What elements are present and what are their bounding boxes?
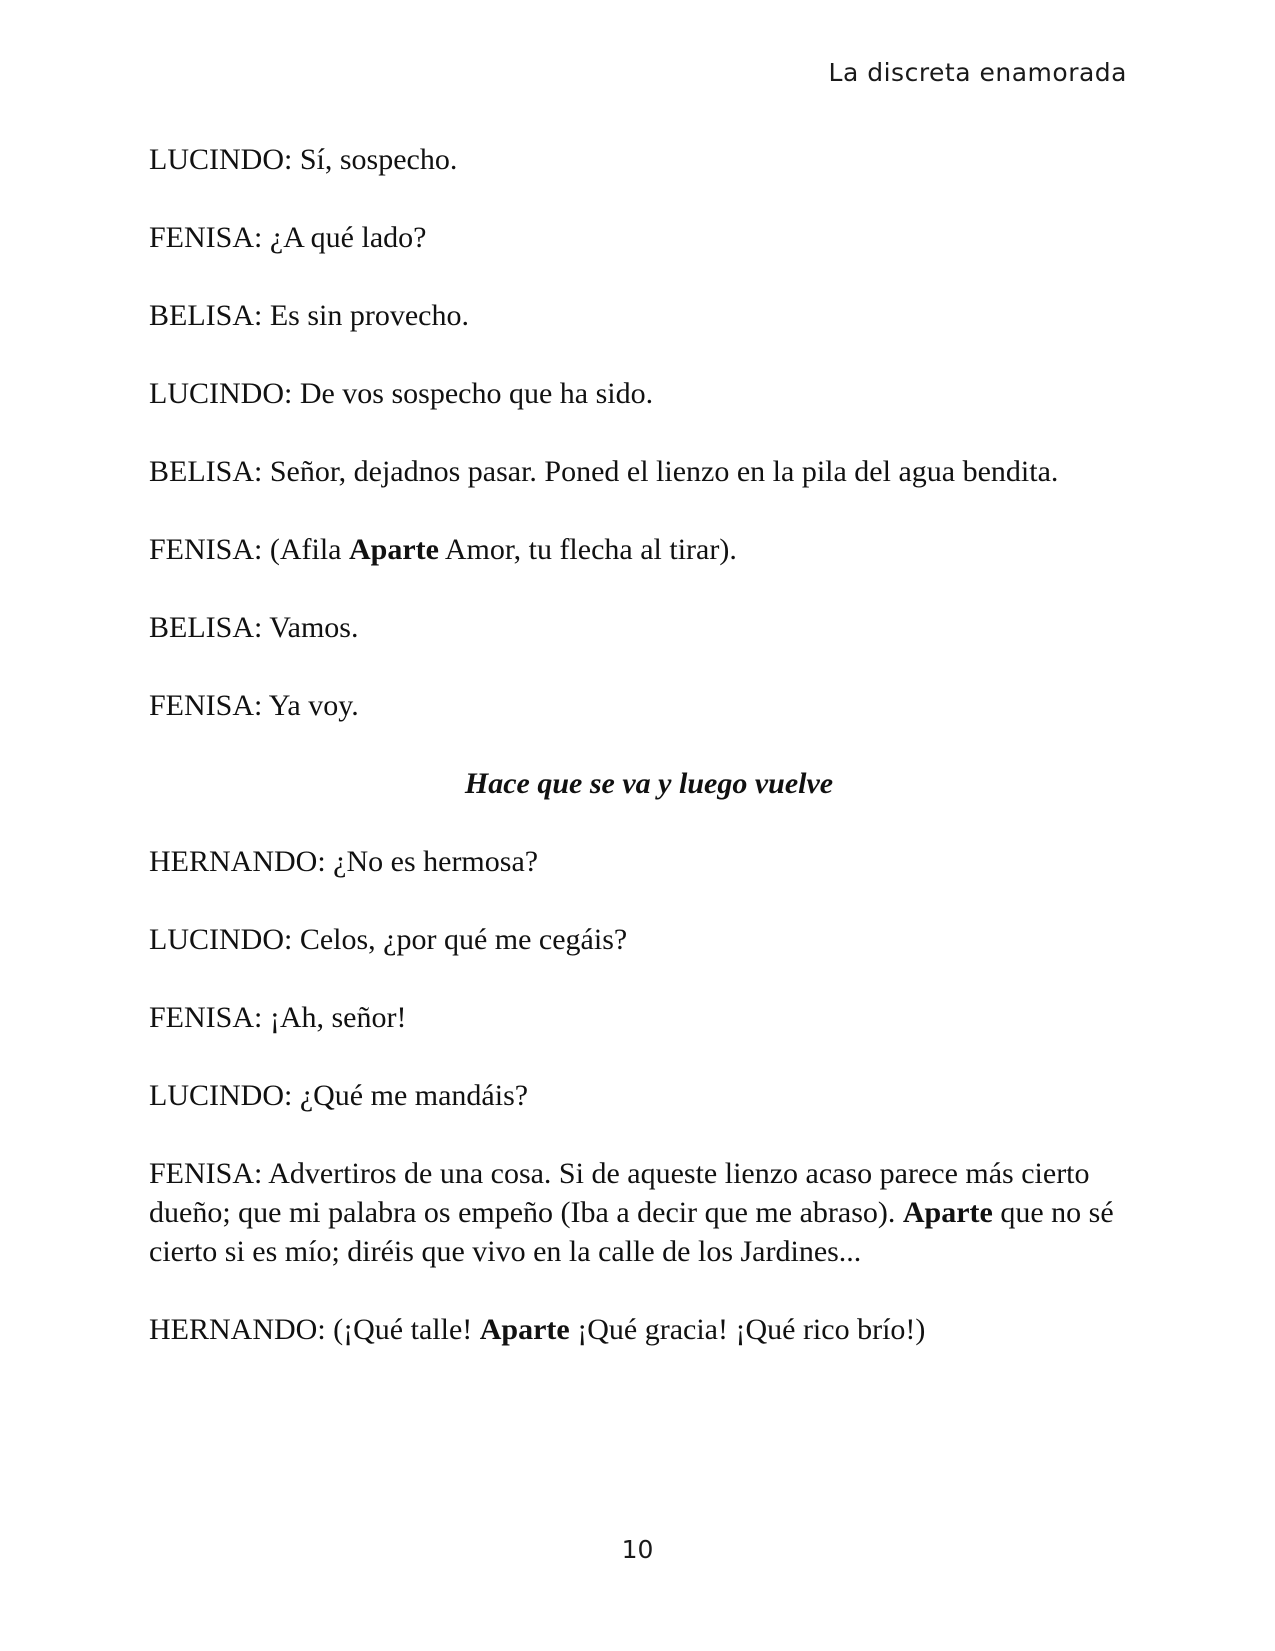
dialogue-line: HERNANDO: ¿No es hermosa? [149,845,539,878]
play-text [149,140,1129,1388]
dialogue-line [149,1154,1129,1271]
dialogue-line: BELISA: Señor, dejadnos pasar. Poned el lienzo en la pila del agua bendita. [149,455,1059,488]
dialogue-text: HERNANDO: (¡Qué talle! [149,1313,480,1346]
aside-marker: Aparte [348,533,439,566]
page-number: 10 [621,1535,654,1564]
dialogue-text: FENISA: Advertiros de una cosa. Si de aqueste lienzo acaso parece más cierto dueño; que mi palabra os empeño (Iba a decir que me abraso). [149,1157,1090,1229]
dialogue-line [149,1310,1129,1349]
dialogue-line: LUCINDO: Celos, ¿por qué me cegáis? [149,923,628,956]
dialogue-line: LUCINDO: ¿Qué me mandáis? [149,1079,529,1112]
dialogue-text: FENISA: (Afila [149,533,349,566]
dialogue-line: BELISA: Es sin provecho. [149,299,469,332]
stage-direction: Hace que se va y luego vuelve [464,767,834,800]
dialogue-line: FENISA: Ya voy. [149,689,359,722]
dialogue-line: FENISA: ¿A qué lado? [149,221,427,254]
dialogue-text: que no sé cierto si es mío; diréis que vivo en la calle de los Jardines... [149,1196,1114,1268]
dialogue-line: FENISA: ¡Ah, señor! [149,1001,407,1034]
running-header: La discreta enamorada [828,58,1127,87]
aside-marker: Aparte [902,1196,993,1229]
dialogue-line: LUCINDO: De vos sospecho que ha sido. [149,377,654,410]
dialogue-line: BELISA: Vamos. [149,611,359,644]
dialogue-text: ¡Qué gracia! ¡Qué rico brío!) [569,1313,926,1346]
dialogue-text: Amor, tu flecha al tirar). [438,533,737,566]
dialogue-line: LUCINDO: Sí, sospecho. [149,143,458,176]
dialogue-line [149,530,1129,569]
aside-marker: Aparte [479,1313,570,1346]
